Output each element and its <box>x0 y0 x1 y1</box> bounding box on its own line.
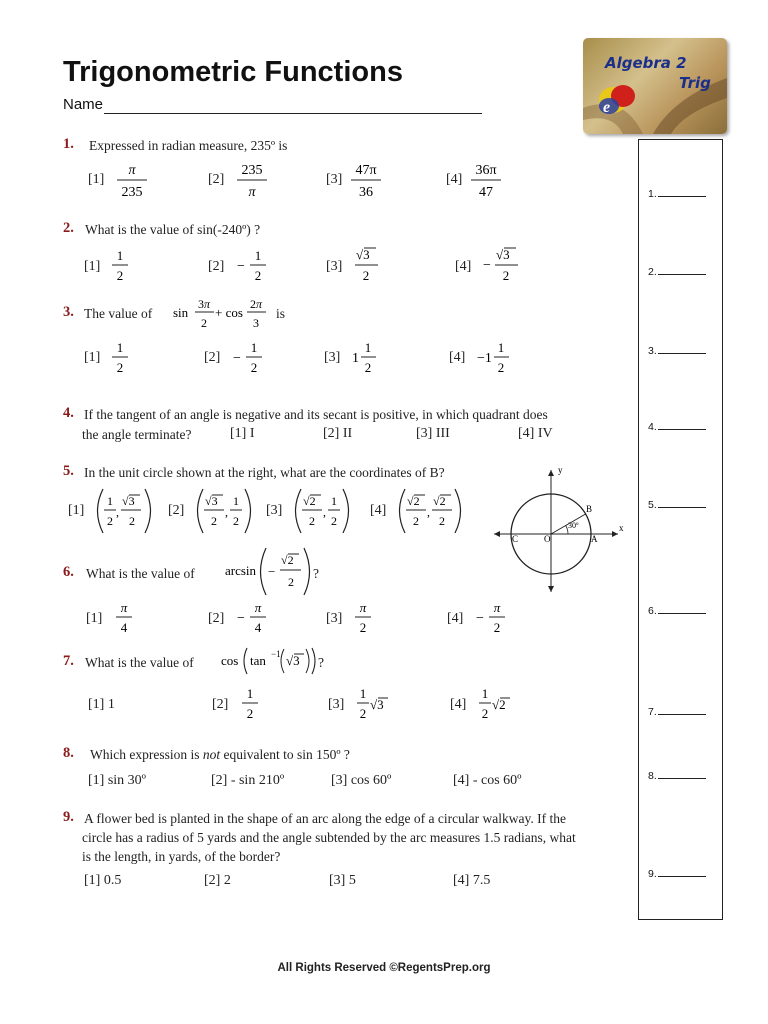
q5-choice-2-label: [2] <box>168 503 185 518</box>
question-text-9-line3: is the length, in yards, of the border? <box>82 849 281 864</box>
svg-text:1: 1 <box>352 351 359 366</box>
svg-text:2: 2 <box>116 268 124 283</box>
question-number-4: 4. <box>63 405 74 421</box>
q8-choice-4: [4] - cos 60º <box>453 773 522 788</box>
q9-choice-4: [4] 7.5 <box>453 873 491 888</box>
q5-choice-3-expression <box>292 486 354 536</box>
q7-choice-2-expression <box>238 684 262 724</box>
question-text-1: Expressed in radian measure, 235º is <box>89 138 288 153</box>
q6-choice-2-label: [2] <box>208 611 225 626</box>
q3-choice-2-label: [2] <box>204 350 221 365</box>
q6-choice-3-label: [3] <box>326 611 343 626</box>
q5-choice-3-label: [3] <box>266 503 283 518</box>
answer-blank-6[interactable]: 6. <box>648 605 706 617</box>
svg-text:−: − <box>476 611 484 626</box>
q1-choice-1-label: [1] <box>88 172 105 187</box>
svg-text:,: , <box>323 505 326 519</box>
logo-text-trig: Trig <box>679 74 711 92</box>
q2-choice-3-expression <box>352 244 382 286</box>
q9-choice-1: [1] 0.5 <box>84 873 122 888</box>
q7-choice-1: [1] 1 <box>88 697 115 712</box>
question-text-3: The value of <box>84 306 153 321</box>
q5-choice-2-expression <box>194 486 256 536</box>
question-number-2: 2. <box>63 220 74 236</box>
svg-text:,: , <box>225 505 228 519</box>
svg-text:1: 1 <box>107 494 113 508</box>
svg-text:4: 4 <box>120 620 128 635</box>
q9-choice-3: [3] 5 <box>329 873 356 888</box>
answer-blank-5[interactable]: 5. <box>648 499 706 511</box>
origin-o-label: O <box>544 534 551 544</box>
svg-text:tan: tan <box>250 653 266 668</box>
q8-choice-1: [1] sin 30º <box>88 773 147 788</box>
q3-choice-4-expression <box>476 338 516 378</box>
svg-text:2: 2 <box>362 268 370 283</box>
svg-text:√2: √2 <box>433 494 446 508</box>
name-label: Name <box>63 96 104 113</box>
logo-e-symbol: e <box>603 99 611 116</box>
svg-text:√3: √3 <box>286 653 300 668</box>
q8-choice-2: [2] - sin 210º <box>211 773 285 788</box>
svg-text:3π: 3π <box>197 297 211 311</box>
svg-text:√2: √2 <box>492 697 506 712</box>
answer-blank-1[interactable]: 1. <box>648 188 706 200</box>
q5-choice-1-expression <box>94 486 156 536</box>
q1-choice-3-fraction <box>346 160 386 202</box>
unit-circle-diagram <box>488 464 628 596</box>
svg-text:2: 2 <box>211 514 217 528</box>
q2-choice-1-expression <box>108 246 132 286</box>
angle-label: 30º <box>568 521 579 530</box>
x-axis-arrow-icon <box>612 531 618 537</box>
algebra2-trig-logo <box>583 38 727 134</box>
svg-text:2: 2 <box>107 514 113 528</box>
svg-text:,: , <box>427 505 430 519</box>
svg-text:2: 2 <box>493 620 501 635</box>
svg-text:4: 4 <box>254 620 262 635</box>
q7-expression <box>220 645 326 677</box>
question-text-3-suffix: is <box>276 306 286 321</box>
q1-choice-4-label: [4] <box>446 172 463 187</box>
q8-choice-3: [3] cos 60º <box>331 773 392 788</box>
question-text-8-before: Which expression is <box>90 747 200 762</box>
svg-text:1: 1 <box>497 340 505 355</box>
q1-choice-1-fraction <box>112 160 152 202</box>
q2-choice-2-expression <box>236 246 270 286</box>
svg-text:2: 2 <box>331 514 337 528</box>
svg-text:1: 1 <box>250 340 258 355</box>
svg-text:2: 2 <box>359 620 367 635</box>
svg-text:−: − <box>233 351 241 366</box>
q2-choice-4-label: [4] <box>455 259 472 274</box>
svg-text:2: 2 <box>481 706 489 721</box>
svg-text:2: 2 <box>250 360 258 375</box>
svg-text:π: π <box>493 600 501 615</box>
svg-text:1: 1 <box>246 686 254 701</box>
y-axis-down-arrow-icon <box>548 586 554 592</box>
q6-choice-1-expression <box>112 598 136 638</box>
question-number-3: 3. <box>63 304 74 320</box>
question-text-4-line2: the angle terminate? <box>82 427 192 442</box>
svg-text:−1: −1 <box>477 351 492 366</box>
svg-text:+ cos: + cos <box>215 305 243 320</box>
svg-text:π: π <box>248 185 256 200</box>
q6-choice-4-expression <box>475 598 509 638</box>
svg-text:2: 2 <box>233 514 239 528</box>
svg-text:−: − <box>237 611 245 626</box>
svg-text:1: 1 <box>116 248 124 263</box>
point-c-label: C <box>512 534 519 544</box>
question-number-5: 5. <box>63 463 74 479</box>
q7-choice-2-label: [2] <box>212 697 229 712</box>
q9-choice-2: [2] 2 <box>204 873 231 888</box>
question-text-9-line2: circle has a radius of 5 yards and the angle subtended by the arc measures 1.5 radians, what <box>82 830 576 845</box>
point-a-label: A <box>591 534 598 544</box>
svg-text:√3: √3 <box>122 494 135 508</box>
svg-text:cos: cos <box>221 653 239 668</box>
svg-text:47: 47 <box>479 185 493 200</box>
svg-text:2: 2 <box>116 360 124 375</box>
question-text-4-line1: If the tangent of an angle is negative and its secant is positive, in which quadrant does <box>84 407 548 422</box>
name-field-line[interactable] <box>104 113 482 114</box>
q6-choice-2-expression <box>236 598 270 638</box>
svg-text:2: 2 <box>309 514 315 528</box>
svg-text:2: 2 <box>288 575 294 589</box>
svg-text:2: 2 <box>502 268 510 283</box>
svg-text:1: 1 <box>331 494 337 508</box>
svg-text:√2: √2 <box>281 553 294 567</box>
svg-text:√3: √3 <box>496 247 510 262</box>
svg-text:2: 2 <box>359 706 367 721</box>
svg-text:2π: 2π <box>249 297 263 311</box>
point-b-label: B <box>586 504 593 514</box>
question-text-6-suffix: ? <box>313 566 319 581</box>
svg-text:2: 2 <box>497 360 505 375</box>
question-number-6: 6. <box>63 564 74 580</box>
svg-text:235: 235 <box>121 185 143 200</box>
svg-text:1: 1 <box>233 494 239 508</box>
svg-text:36π: 36π <box>475 163 497 178</box>
svg-text:1: 1 <box>359 686 367 701</box>
svg-text:2: 2 <box>364 360 372 375</box>
svg-text:√3: √3 <box>356 247 370 262</box>
q7-choice-4-expression <box>476 684 516 724</box>
y-axis-arrow-icon <box>548 470 554 476</box>
q6-expression <box>224 545 320 597</box>
svg-text:√3: √3 <box>370 697 384 712</box>
svg-text:√2: √2 <box>407 494 420 508</box>
q4-choice-4: [4] IV <box>518 426 553 441</box>
question-number-1: 1. <box>63 136 74 152</box>
answer-blank-9[interactable]: 9. <box>648 868 706 880</box>
q6-choice-4-label: [4] <box>447 611 464 626</box>
q2-choice-4-expression <box>482 244 522 286</box>
answer-blank-4[interactable]: 4. <box>648 421 706 433</box>
question-number-9: 9. <box>63 809 74 825</box>
svg-text:2: 2 <box>439 514 445 528</box>
q6-choice-1-label: [1] <box>86 611 103 626</box>
question-text-8-after: equivalent to sin 150º ? <box>223 747 350 762</box>
q2-choice-1-label: [1] <box>84 259 101 274</box>
answer-blank-2[interactable]: 2. <box>648 266 706 278</box>
svg-text:−: − <box>237 259 245 274</box>
q3-choice-1-expression <box>108 338 132 378</box>
q5-choice-4-label: [4] <box>370 503 387 518</box>
y-axis-label: y <box>558 465 563 475</box>
svg-text:−1: −1 <box>271 649 281 659</box>
question-text-9-line1: A flower bed is planted in the shape of an arc along the edge of a circular walkway. If the <box>84 811 566 826</box>
question-text-7-suffix: ? <box>318 655 324 670</box>
svg-text:sin: sin <box>173 305 189 320</box>
svg-text:π: π <box>128 163 136 178</box>
answer-blank-8[interactable]: 8. <box>648 770 706 782</box>
page-title: Trigonometric Functions <box>63 56 403 88</box>
q1-choice-3-label: [3] <box>326 172 343 187</box>
q6-choice-3-expression <box>351 598 375 638</box>
q7-choice-3-label: [3] <box>328 697 345 712</box>
svg-text:235: 235 <box>241 163 263 178</box>
svg-text:2: 2 <box>254 268 262 283</box>
svg-text:3: 3 <box>253 316 259 330</box>
answer-blank-7[interactable]: 7. <box>648 706 706 718</box>
svg-text:2: 2 <box>413 514 419 528</box>
q3-choice-2-expression <box>232 338 266 378</box>
q3-expression <box>172 294 272 334</box>
question-text-8 <box>90 747 350 763</box>
q5-choice-4-expression <box>396 486 466 536</box>
svg-text:36: 36 <box>359 185 373 200</box>
svg-text:−: − <box>268 564 276 579</box>
svg-text:47π: 47π <box>355 163 377 178</box>
question-text-8-emphasis: not <box>202 747 221 762</box>
q4-choice-2: [2] II <box>323 426 353 441</box>
q4-choice-3: [3] III <box>416 426 450 441</box>
q3-choice-3-expression <box>350 338 384 378</box>
svg-text:1: 1 <box>116 340 124 355</box>
q3-choice-1-label: [1] <box>84 350 101 365</box>
q4-choice-1: [1] I <box>230 426 255 441</box>
q1-choice-2-fraction <box>232 160 272 202</box>
svg-text:,: , <box>116 505 119 519</box>
svg-text:π: π <box>120 600 128 615</box>
q7-choice-4-label: [4] <box>450 697 467 712</box>
svg-text:1: 1 <box>481 686 489 701</box>
svg-text:π: π <box>254 600 262 615</box>
q2-choice-3-label: [3] <box>326 259 343 274</box>
x-axis-left-arrow-icon <box>494 531 500 537</box>
svg-text:√2: √2 <box>303 494 316 508</box>
answer-column <box>638 139 723 920</box>
q2-choice-2-label: [2] <box>208 259 225 274</box>
x-axis-label: x <box>619 523 624 533</box>
question-number-7: 7. <box>63 653 74 669</box>
svg-text:√3: √3 <box>205 494 218 508</box>
svg-text:1: 1 <box>254 248 262 263</box>
q3-choice-3-label: [3] <box>324 350 341 365</box>
q1-choice-4-fraction <box>466 160 506 202</box>
q3-choice-4-label: [4] <box>449 350 466 365</box>
q7-choice-3-expression <box>354 684 394 724</box>
svg-text:1: 1 <box>364 340 372 355</box>
question-text-2: What is the value of sin(-240º) ? <box>85 222 261 237</box>
logo-text-algebra2: Algebra 2 <box>605 54 687 72</box>
q1-choice-2-label: [2] <box>208 172 225 187</box>
svg-text:arcsin: arcsin <box>225 563 257 578</box>
question-text-6: What is the value of <box>86 566 195 581</box>
footer-copyright: All Rights Reserved ©RegentsPrep.org <box>277 962 491 974</box>
question-text-7: What is the value of <box>85 655 194 670</box>
svg-text:2: 2 <box>129 514 135 528</box>
question-number-8: 8. <box>63 745 74 761</box>
q5-choice-1-label: [1] <box>68 503 85 518</box>
answer-blank-3[interactable]: 3. <box>648 345 706 357</box>
svg-text:π: π <box>359 600 367 615</box>
svg-text:2: 2 <box>246 706 254 721</box>
question-text-5: In the unit circle shown at the right, what are the coordinates of B? <box>84 465 445 480</box>
svg-text:−: − <box>483 258 491 273</box>
svg-text:2: 2 <box>201 316 207 330</box>
